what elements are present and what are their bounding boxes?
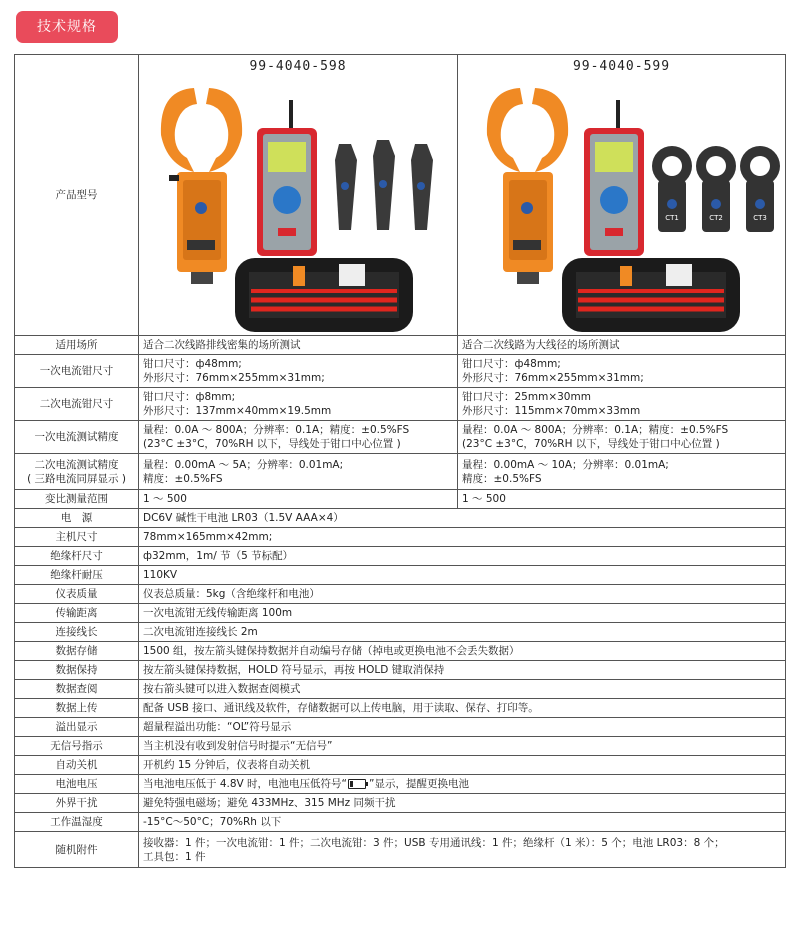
row-label: 仪表质量 bbox=[15, 585, 139, 604]
value-line: 钳口尺寸：ф48mm; bbox=[462, 358, 561, 370]
value-line: 适合二次线路排线密集的场所测试 bbox=[143, 339, 301, 351]
value-line: 1 ～ 500 bbox=[462, 493, 506, 505]
value-line: 量程：0.0A ～ 800A；分辨率：0.1A；精度：±0.5%FS bbox=[462, 424, 729, 436]
row-label: 一次电流钳尺寸 bbox=[15, 355, 139, 388]
table-row bbox=[15, 661, 786, 680]
secondary-clamp-image bbox=[335, 140, 433, 230]
row-value: 按左箭头键保持数据，HOLD 符号显示，再按 HOLD 键取消保持 bbox=[139, 661, 786, 680]
row-value: DC6V 碱性干电池 LR03（1.5V AAA×4） bbox=[139, 509, 786, 528]
receiver-image bbox=[257, 100, 317, 256]
row-value: 1500 组，按左箭头键保持数据并自动编号存储（掉电或更换电池不会丢失数据） bbox=[139, 642, 786, 661]
table-row bbox=[15, 832, 786, 868]
table-row bbox=[15, 336, 786, 355]
row-label: 数据查阅 bbox=[15, 680, 139, 699]
row-value bbox=[139, 490, 458, 509]
row-value bbox=[458, 421, 786, 454]
row-label: 数据上传 bbox=[15, 699, 139, 718]
value-line: 量程：0.0A ～ 800A；分辨率：0.1A；精度：±0.5%FS bbox=[143, 424, 410, 436]
row-value bbox=[458, 388, 786, 421]
row-value bbox=[139, 388, 458, 421]
row-value: 超量程溢出功能：“OL”符号显示 bbox=[139, 718, 786, 737]
table-row bbox=[15, 509, 786, 528]
row-value: 开机约 15 分钟后，仪表将自动关机 bbox=[139, 756, 786, 775]
row-label: 溢出显示 bbox=[15, 718, 139, 737]
row-value: 二次电流钳连接线长 2m bbox=[139, 623, 786, 642]
value-line: 接收器：1 件；一次电流钳：1 件；二次电流钳：3 件；USB 专用通讯线：1 件；绝缘杆（1 米）：5 个；电池 LR03：8 个； bbox=[143, 836, 725, 849]
row-label: 电池电压 bbox=[15, 775, 139, 794]
row-value bbox=[458, 490, 786, 509]
row-value bbox=[139, 832, 786, 868]
row-label: 随机附件 bbox=[15, 832, 139, 868]
value-line: 外形尺寸：115mm×70mm×33mm bbox=[462, 405, 641, 417]
value-line: 精度：±0.5%FS bbox=[462, 472, 542, 485]
table-row bbox=[15, 490, 786, 509]
row-label: 电 源 bbox=[15, 509, 139, 528]
row-label: 无信号指示 bbox=[15, 737, 139, 756]
row-value bbox=[458, 355, 786, 388]
row-label: 传输距离 bbox=[15, 604, 139, 623]
table-row bbox=[15, 388, 786, 421]
row-label: 产品型号 bbox=[15, 55, 139, 336]
tool-bag-image bbox=[562, 258, 740, 332]
ct-label: CT2 bbox=[709, 214, 723, 222]
value-line: 外形尺寸：76mm×255mm×31mm; bbox=[462, 372, 644, 384]
value-line: 钳口尺寸：ф8mm; bbox=[143, 391, 236, 403]
row-label: 数据保持 bbox=[15, 661, 139, 680]
row-value: 仪表总质量：5kg（含绝缘杆和电池） bbox=[139, 585, 786, 604]
product-cell-599 bbox=[458, 55, 786, 336]
value-line: 适合二次线路为大线径的场所测试 bbox=[462, 339, 620, 351]
product-image-598 bbox=[139, 80, 457, 335]
row-value: 一次电流钳无线传输距离 100m bbox=[139, 604, 786, 623]
model-number: 99-4040-599 bbox=[572, 59, 671, 74]
row-label: 连接线长 bbox=[15, 623, 139, 642]
row-value bbox=[139, 336, 458, 355]
row-value bbox=[458, 454, 786, 490]
table-row bbox=[15, 718, 786, 737]
table-row bbox=[15, 355, 786, 388]
row-label: 绝缘杆尺寸 bbox=[15, 547, 139, 566]
row-value bbox=[139, 775, 786, 794]
table-row-model bbox=[15, 55, 786, 336]
value-text: 当电池电压低于 4.8V 时，电池电压低符号“ bbox=[143, 778, 347, 790]
row-value bbox=[458, 336, 786, 355]
product-cell-598 bbox=[139, 55, 458, 336]
table-row bbox=[15, 547, 786, 566]
row-label: 数据存储 bbox=[15, 642, 139, 661]
row-label: 适用场所 bbox=[15, 336, 139, 355]
table-row bbox=[15, 421, 786, 454]
row-value: 配备 USB 接口、通讯线及软件，存储数据可以上传电脑，用于读取、保存、打印等。 bbox=[139, 699, 786, 718]
section-tag: 技术规格 bbox=[16, 11, 118, 43]
table-row bbox=[15, 454, 786, 490]
row-value: ф32mm，1m/ 节（5 节标配） bbox=[139, 547, 786, 566]
value-line: 外形尺寸：137mm×40mm×19.5mm bbox=[143, 405, 332, 417]
value-line: (23°C ±3°C，70%RH 以下，导线处于钳口中心位置 ) bbox=[143, 438, 401, 450]
clamp-meter-image bbox=[487, 88, 568, 284]
row-label: 外界干扰 bbox=[15, 794, 139, 813]
value-line: 钳口尺寸：ф48mm; bbox=[143, 358, 242, 370]
clamp-meter-image bbox=[161, 88, 242, 284]
value-line: 外形尺寸：76mm×255mm×31mm; bbox=[143, 372, 325, 384]
receiver-image bbox=[584, 100, 644, 256]
row-value: 110KV bbox=[139, 566, 786, 585]
row-value: -15°C～50°C；70%Rh 以下 bbox=[139, 813, 786, 832]
row-label: 一次电流测试精度 bbox=[15, 421, 139, 454]
row-value: 当主机没有收到发射信号时提示“无信号” bbox=[139, 737, 786, 756]
table-row bbox=[15, 699, 786, 718]
row-value: 78mm×165mm×42mm; bbox=[139, 528, 786, 547]
value-text: ”显示，提醒更换电池 bbox=[369, 778, 469, 790]
table-row bbox=[15, 756, 786, 775]
value-line: 1 ～ 500 bbox=[143, 493, 187, 505]
table-row bbox=[15, 813, 786, 832]
table-row bbox=[15, 604, 786, 623]
table-row bbox=[15, 623, 786, 642]
product-image-599 bbox=[458, 80, 785, 335]
table-row bbox=[15, 737, 786, 756]
row-label: 工作温湿度 bbox=[15, 813, 139, 832]
row-label: 二次电流钳尺寸 bbox=[15, 388, 139, 421]
ct-label: CT3 bbox=[753, 214, 767, 222]
table-row bbox=[15, 775, 786, 794]
spec-table bbox=[14, 54, 786, 868]
value-line: 量程：0.00mA ～ 5A；分辨率：0.01mA; bbox=[143, 458, 344, 471]
row-value bbox=[139, 355, 458, 388]
row-label: 变比测量范围 bbox=[15, 490, 139, 509]
value-line: (23°C ±3°C，70%RH 以下，导线处于钳口中心位置 ) bbox=[462, 438, 720, 450]
row-value: 避免特强电磁场；避免 433MHz、315 MHz 同频干扰 bbox=[139, 794, 786, 813]
row-label: 二次电流测试精度 ( 三路电流同屏显示 ) bbox=[15, 454, 139, 490]
ct-label: CT1 bbox=[665, 214, 679, 222]
row-value bbox=[139, 454, 458, 490]
row-label: 绝缘杆耐压 bbox=[15, 566, 139, 585]
table-row bbox=[15, 528, 786, 547]
battery-low-icon bbox=[348, 779, 366, 789]
value-line: 量程：0.00mA ～ 10A；分辨率：0.01mA; bbox=[462, 458, 669, 471]
tool-bag-image bbox=[235, 258, 413, 332]
value-line: 精度：±0.5%FS bbox=[143, 472, 223, 485]
row-value bbox=[139, 421, 458, 454]
model-number: 99-4040-598 bbox=[249, 59, 347, 74]
table-row bbox=[15, 566, 786, 585]
table-row bbox=[15, 585, 786, 604]
value-line: 工具包：1 件 bbox=[143, 850, 206, 863]
row-label: 主机尺寸 bbox=[15, 528, 139, 547]
table-row bbox=[15, 642, 786, 661]
value-line: 钳口尺寸：25mm×30mm bbox=[462, 391, 591, 403]
table-row bbox=[15, 680, 786, 699]
table-row bbox=[15, 794, 786, 813]
row-value: 按右箭头键可以进入数据查阅模式 bbox=[139, 680, 786, 699]
secondary-clamp-image bbox=[652, 146, 780, 232]
row-label: 自动关机 bbox=[15, 756, 139, 775]
